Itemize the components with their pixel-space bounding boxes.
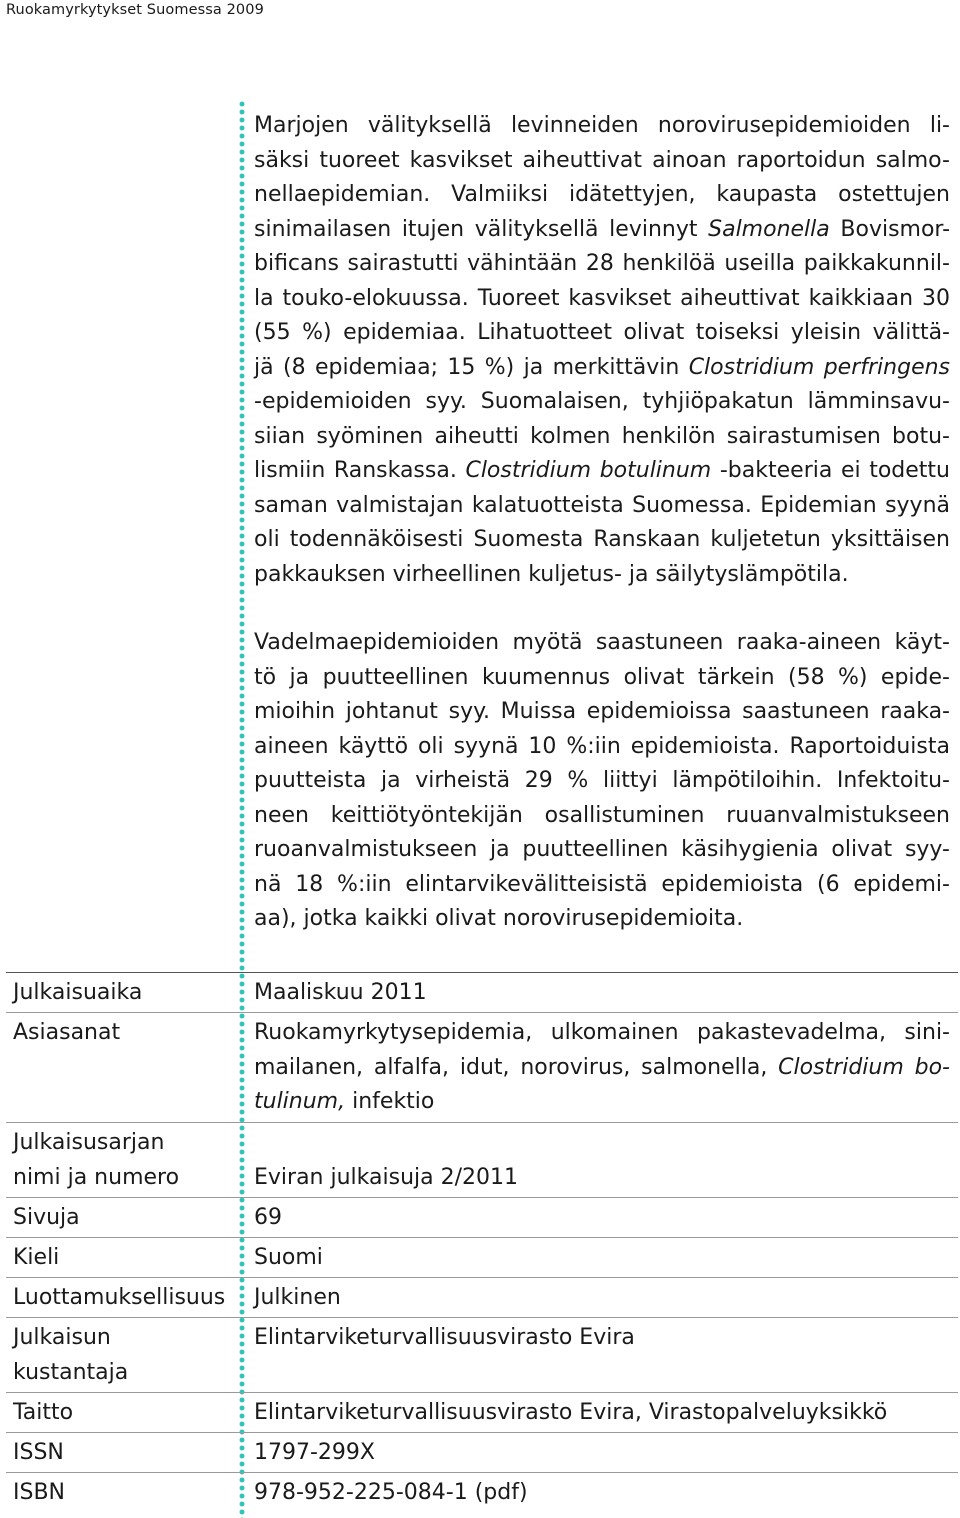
metadata-label-kustantaja: Julkaisun kustantaja — [13, 1325, 129, 1385]
paragraph1-line: -epidemioiden syy. Suomalaisen, tyhjiöpakatun lämminsavu- — [254, 389, 950, 414]
paragraph2-line: neen keittiötyöntekijän osallistuminen ruuanvalmistukseen — [254, 802, 950, 828]
metadata-row-divider — [6, 1432, 958, 1433]
paragraph2-line: aa), jotka kaikki olivat norovirusepidemioita. — [254, 906, 744, 931]
paragraph1-line: säksi tuoreet kasvikset aiheuttivat ainoan raportoidun salmo- — [254, 147, 950, 173]
metadata-value-taitto: Elintarviketurvallisuusvirasto Evira, Virastopalveluyksikkö — [254, 1400, 888, 1425]
metadata-label-julkaisuaika: Julkaisuaika — [13, 980, 143, 1005]
metadata-row-divider — [6, 1277, 958, 1278]
metadata-row-divider — [6, 1012, 958, 1013]
metadata-label-luottamuksellisuus: Luottamuksellisuus — [13, 1285, 226, 1310]
body-paragraph-1 — [254, 109, 950, 592]
paragraph1-line: pakkauksen virheellinen kuljetus- ja säilytyslämpötila. — [254, 561, 849, 587]
body-paragraph-2 — [254, 626, 950, 937]
paragraph2-line: tö ja puutteellinen kuumennus olivat tärkein (58 %) epide- — [254, 664, 950, 690]
metadata-value-kustantaja: Elintarviketurvallisuusvirasto Evira — [254, 1325, 635, 1350]
metadata-value-julkaisusarja: Eviran julkaisuja 2/2011 — [254, 1164, 518, 1190]
paragraph1-line: saman valmistajan kalatuotteista Suomessa. Epidemian syynä — [254, 492, 950, 518]
dotted-column-rule — [239, 100, 245, 1518]
metadata-top-rule — [6, 972, 958, 973]
metadata-value-luottamuksellisuus: Julkinen — [254, 1285, 341, 1310]
metadata-value-sivuja: 69 — [254, 1205, 282, 1230]
metadata-row-divider — [6, 1122, 958, 1123]
paragraph1-line: Marjojen välityksellä levinneiden norovirusepidemioiden li- — [254, 113, 950, 138]
paragraph2-line: aineen käyttö oli syynä 10 %:iin epidemioista. Raportoiduista — [254, 733, 950, 759]
metadata-row-divider — [6, 1237, 958, 1238]
paragraph1-line: jä (8 epidemiaa; 15 %) ja merkittävin Clostridium perfringens — [254, 354, 951, 380]
metadata-value-kieli: Suomi — [254, 1245, 323, 1270]
metadata-value-isbn: 978-952-225-084-1 (pdf) — [254, 1480, 528, 1505]
metadata-label-asiasanat: Asiasanat — [13, 1020, 121, 1045]
paragraph1-line: nellaepidemian. Valmiiksi idätettyjen, kaupasta ostettujen — [254, 182, 950, 207]
paragraph1-line: (55 %) epidemiaa. Lihatuotteet olivat toiseksi yleisin välittä- — [254, 320, 950, 345]
metadata-row-divider — [6, 1197, 958, 1198]
metadata-value-julkaisuaika: Maaliskuu 2011 — [254, 980, 427, 1005]
metadata-row-divider — [6, 1472, 958, 1473]
paragraph1-line: oli todennäköisesti Suomesta Ranskaan kuljetetun yksittäisen — [254, 527, 950, 552]
paragraph2-line: nä 18 %:iin elintarvikevälitteisistä epidemioista (6 epidemi- — [254, 871, 950, 897]
paragraph2-line: ruoanvalmistukseen ja puutteellinen käsihygienia olivat syy- — [254, 837, 950, 862]
metadata-label-taitto: Taitto — [13, 1400, 74, 1425]
metadata-label-isbn: ISBN — [13, 1480, 66, 1505]
metadata-value-issn: 1797-299X — [254, 1440, 375, 1465]
metadata-row-divider — [6, 1392, 958, 1393]
metadata-label-julkaisusarja: Julkaisusarjan nimi ja numero — [13, 1130, 180, 1190]
metadata-label-sivuja: Sivuja — [13, 1205, 80, 1230]
paragraph2-line: mioihin johtanut syy. Muissa epidemioissa saastuneen raaka- — [254, 699, 950, 724]
running-header: Ruokamyrkytykset Suomessa 2009 — [6, 2, 264, 18]
metadata-label-kieli: Kieli — [13, 1245, 60, 1270]
paragraph1-line: siian syöminen aiheutti kolmen henkilön sairastumisen botu- — [254, 423, 950, 449]
paragraph1-line: la touko-elokuussa. Tuoreet kasvikset aiheuttivat kaikkiaan 30 — [254, 285, 950, 311]
paragraph2-line: Vadelmaepidemioiden myötä saastuneen raaka-aineen käyt- — [254, 630, 950, 655]
paragraph1-line: sinimailasen itujen välityksellä levinnyt Salmonella Bovismor- — [254, 216, 951, 242]
metadata-row-divider — [6, 1317, 958, 1318]
metadata-label-issn: ISSN — [13, 1440, 64, 1465]
paragraph1-line: lismiin Ranskassa. Clostridium botulinum -bakteeria ei todettu — [254, 458, 950, 483]
paragraph2-line: puutteista ja virheistä 29 % liittyi lämpötiloihin. Infektoitu- — [254, 768, 950, 793]
metadata-value-asiasanat: Ruokamyrkytysepidemia, ulkomainen pakastevadelma, sini- mailanen, alfalfa, idut, norovirus, salmonella, Clostridium bo- tulinum, infektio — [254, 1020, 950, 1114]
paragraph1-line: bificans sairastutti vähintään 28 henkilöä useilla paikkakunnil- — [254, 251, 950, 276]
